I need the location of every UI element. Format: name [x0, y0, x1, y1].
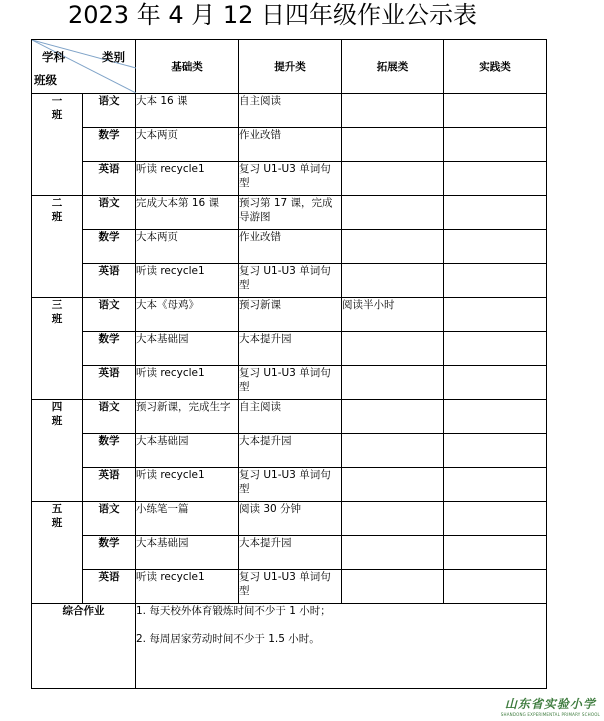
cell-basic: 大本两页: [136, 128, 239, 162]
cell-extend: [342, 94, 444, 128]
school-logo: [501, 695, 600, 717]
cell-extend: [342, 128, 444, 162]
table-row: [32, 366, 547, 400]
cell-improve: 阅读 30 分钟: [239, 502, 342, 536]
cell-improve: 大本提升园: [239, 332, 342, 366]
cell-practice: [444, 298, 547, 332]
header-row: [32, 40, 547, 94]
cell-basic: 大本《母鸡》: [136, 298, 239, 332]
cell-improve: 预习新课: [239, 298, 342, 332]
cell-extend: [342, 536, 444, 570]
cell-improve: 大本提升园: [239, 434, 342, 468]
category-header-label: 类别: [102, 50, 125, 64]
cell-practice: [444, 128, 547, 162]
cell-extend: [342, 434, 444, 468]
cell-extend: [342, 162, 444, 196]
subject-cell: 数学: [83, 128, 136, 162]
cell-basic: 预习新课，完成生字: [136, 400, 239, 434]
cell-basic: 大本 16 课: [136, 94, 239, 128]
cell-improve: 预习第 17 课，完成导游图: [239, 196, 342, 230]
class-name-cell: 一 班: [32, 94, 83, 196]
cell-practice: [444, 502, 547, 536]
cell-extend: [342, 332, 444, 366]
cell-extend: [342, 264, 444, 298]
cell-improve: 作业改错: [239, 128, 342, 162]
subject-cell: 数学: [83, 332, 136, 366]
cell-practice: [444, 536, 547, 570]
column-header-practice: 实践类: [444, 40, 547, 94]
cell-improve: 复习 U1-U3 单词句型: [239, 264, 342, 298]
table-row: [32, 570, 547, 604]
comprehensive-label: 综合作业: [32, 604, 136, 689]
cell-extend: [342, 502, 444, 536]
cell-improve: 自主阅读: [239, 400, 342, 434]
table-row: [32, 332, 547, 366]
cell-improve: 大本提升园: [239, 536, 342, 570]
cell-extend: [342, 570, 444, 604]
subject-cell: 语文: [83, 94, 136, 128]
table-row: [32, 298, 547, 332]
cell-improve: 复习 U1-U3 单词句型: [239, 162, 342, 196]
subject-cell: 英语: [83, 366, 136, 400]
table-row: [32, 502, 547, 536]
cell-practice: [444, 366, 547, 400]
cell-practice: [444, 94, 547, 128]
column-header-extend: 拓展类: [342, 40, 444, 94]
subject-cell: 英语: [83, 162, 136, 196]
cell-extend: [342, 366, 444, 400]
class-header-label: 班级: [34, 73, 57, 87]
cell-improve: 自主阅读: [239, 94, 342, 128]
class-name-cell: 四 班: [32, 400, 83, 502]
subject-cell: 语文: [83, 298, 136, 332]
table-row: [32, 128, 547, 162]
cell-basic: 大本基础园: [136, 434, 239, 468]
homework-table: [31, 39, 547, 689]
cell-improve: 作业改错: [239, 230, 342, 264]
cell-extend: 阅读半小时: [342, 298, 444, 332]
cell-extend: [342, 196, 444, 230]
cell-improve: 复习 U1-U3 单词句型: [239, 366, 342, 400]
comprehensive-item: 2. 每周居家劳动时间不少于 1.5 小时。: [136, 633, 320, 645]
cell-basic: 听读 recycle1: [136, 366, 239, 400]
class-name-cell: 二 班: [32, 196, 83, 298]
table-row: [32, 400, 547, 434]
comprehensive-item: 1. 每天校外体育锻炼时间不少于 1 小时；: [136, 605, 331, 617]
subject-cell: 数学: [83, 230, 136, 264]
subject-header-label: 学科: [42, 50, 65, 64]
school-logo-en: SHANDONG EXPERIMENTAL PRIMARY SCHOOL: [500, 712, 600, 717]
subject-cell: 英语: [83, 264, 136, 298]
cell-basic: 完成大本第 16 课: [136, 196, 239, 230]
school-logo-cn: 山东省实验小学: [504, 697, 596, 711]
subject-cell: 语文: [83, 400, 136, 434]
cell-basic: 大本基础园: [136, 332, 239, 366]
cell-practice: [444, 264, 547, 298]
subject-cell: 英语: [83, 468, 136, 502]
table-row: [32, 434, 547, 468]
subject-cell: 数学: [83, 536, 136, 570]
cell-basic: 听读 recycle1: [136, 468, 239, 502]
cell-practice: [444, 332, 547, 366]
table-row: [32, 230, 547, 264]
class-name-cell: 三 班: [32, 298, 83, 400]
subject-cell: 数学: [83, 434, 136, 468]
subject-cell: 语文: [83, 502, 136, 536]
cell-basic: 听读 recycle1: [136, 162, 239, 196]
cell-extend: [342, 230, 444, 264]
cell-improve: 复习 U1-U3 单词句型: [239, 468, 342, 502]
page-title: 2023 年 4 月 12 日四年级作业公示表: [67, 1, 478, 29]
cell-practice: [444, 570, 547, 604]
cell-basic: 大本基础园: [136, 536, 239, 570]
table-row: [32, 536, 547, 570]
table-row: [32, 264, 547, 298]
cell-practice: [444, 162, 547, 196]
table-row: [32, 94, 547, 128]
cell-improve: 复习 U1-U3 单词句型: [239, 570, 342, 604]
table-row: [32, 196, 547, 230]
cell-basic: 听读 recycle1: [136, 570, 239, 604]
cell-practice: [444, 468, 547, 502]
cell-extend: [342, 400, 444, 434]
cell-extend: [342, 468, 444, 502]
cell-practice: [444, 196, 547, 230]
column-header-basic: 基础类: [136, 40, 239, 94]
comprehensive-row: [32, 604, 547, 689]
cell-practice: [444, 230, 547, 264]
table-row: [32, 468, 547, 502]
cell-basic: 听读 recycle1: [136, 264, 239, 298]
comprehensive-body: [136, 604, 547, 689]
cell-basic: 小练笔一篇: [136, 502, 239, 536]
diagonal-header-cell: [32, 40, 136, 94]
cell-practice: [444, 400, 547, 434]
column-header-improve: 提升类: [239, 40, 342, 94]
subject-cell: 语文: [83, 196, 136, 230]
cell-basic: 大本两页: [136, 230, 239, 264]
table-row: [32, 162, 547, 196]
class-name-cell: 五 班: [32, 502, 83, 604]
subject-cell: 英语: [83, 570, 136, 604]
cell-practice: [444, 434, 547, 468]
